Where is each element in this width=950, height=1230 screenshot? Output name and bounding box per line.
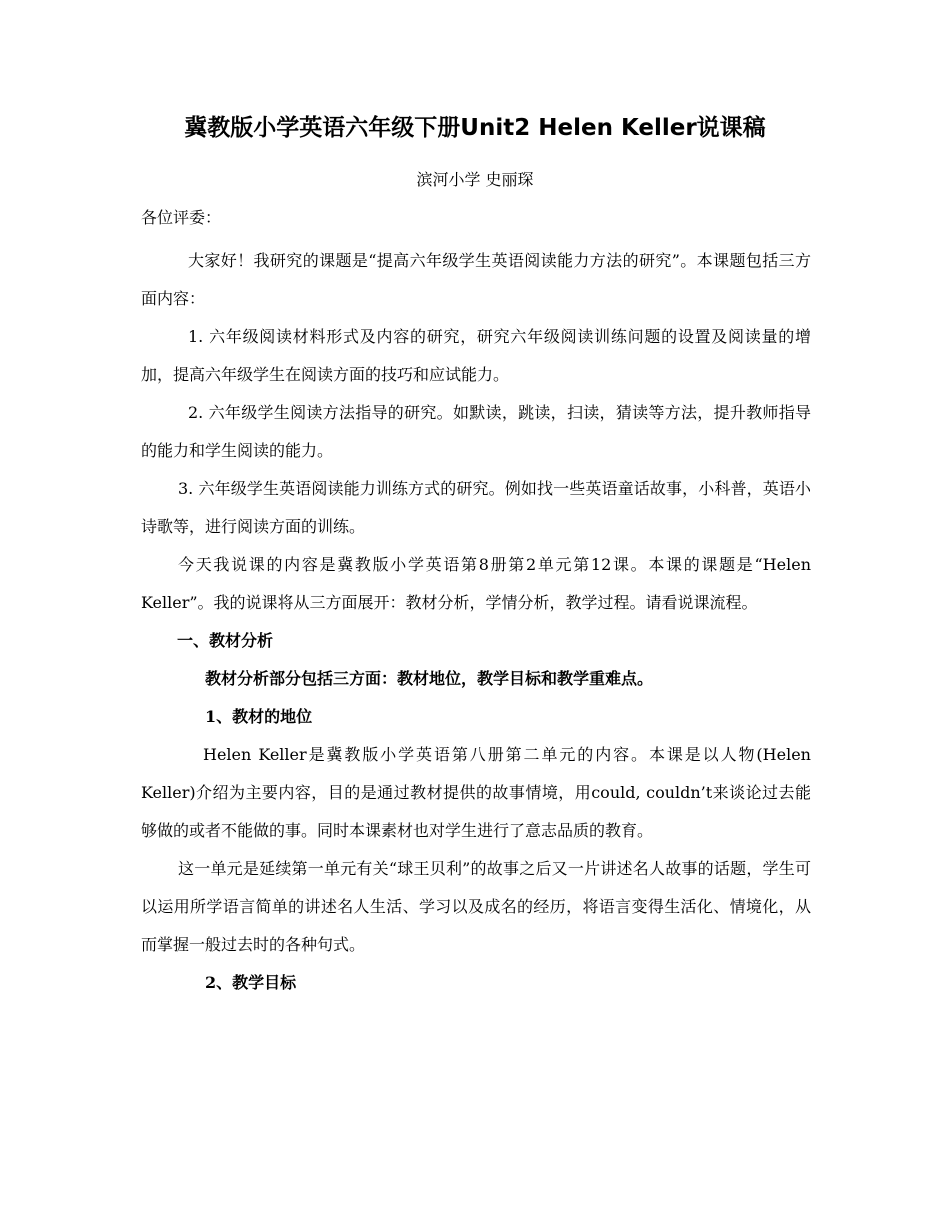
section-summary: 教材分析部分包括三方面：教材地位，教学目标和教学重难点。 <box>205 669 654 688</box>
salutation: 各位评委： <box>141 208 222 227</box>
subheading-textbook-position: 1、教材的地位 <box>205 707 313 726</box>
document-title: 冀教版小学英语六年级下册Unit2 Helen Keller说课稿 <box>184 115 766 141</box>
list-item-2: 2. 六年级学生阅读方法指导的研究。如默读，跳读，扫读，猜读等方法，提升教师指导的能力和学生阅读的能力。 <box>141 403 811 460</box>
paragraph-intro: 大家好！我研究的课题是“提高六年级学生英语阅读能力方法的研究”。本课题包括三方面内容： <box>141 251 811 308</box>
list-item-3: 3. 六年级学生英语阅读能力训练方式的研究。例如找一些英语童话故事，小科普，英语小诗歌等，进行阅读方面的训练。 <box>141 479 811 536</box>
subheading-teaching-goals: 2、教学目标 <box>205 973 297 992</box>
paragraph-today: 今天我说课的内容是冀教版小学英语第8册第2单元第12课。本课的课题是“Helen Keller”。我的说课将从三方面展开：教材分析，学情分析，教学过程。请看说课流程。 <box>141 555 811 612</box>
section-heading-textbook-analysis: 一、教材分析 <box>177 631 274 650</box>
paragraph-textbook-position: Helen Keller是冀教版小学英语第八册第二单元的内容。本课是以人物(Helen Keller)介绍为主要内容，目的是通过教材提供的故事情境，用could, couldn’t来谈论过去能够做的或者不能做的事。同时本课素材也对学生进行了意志品质的教育。 <box>141 745 811 840</box>
document-body <box>141 204 811 1002</box>
paragraph-unit-context: 这一单元是延续第一单元有关“球王贝利”的故事之后又一片讲述名人故事的话题，学生可以运用所学语言简单的讲述名人生活、学习以及成名的经历，将语言变得生活化、情境化，从而掌握一般过去时的各种句式。 <box>141 859 811 954</box>
author-line: 滨河小学 史丽琛 <box>416 170 534 189</box>
list-item-1: 1. 六年级阅读材料形式及内容的研究，研究六年级阅读训练问题的设置及阅读量的增加，提高六年级学生在阅读方面的技巧和应试能力。 <box>141 327 811 384</box>
